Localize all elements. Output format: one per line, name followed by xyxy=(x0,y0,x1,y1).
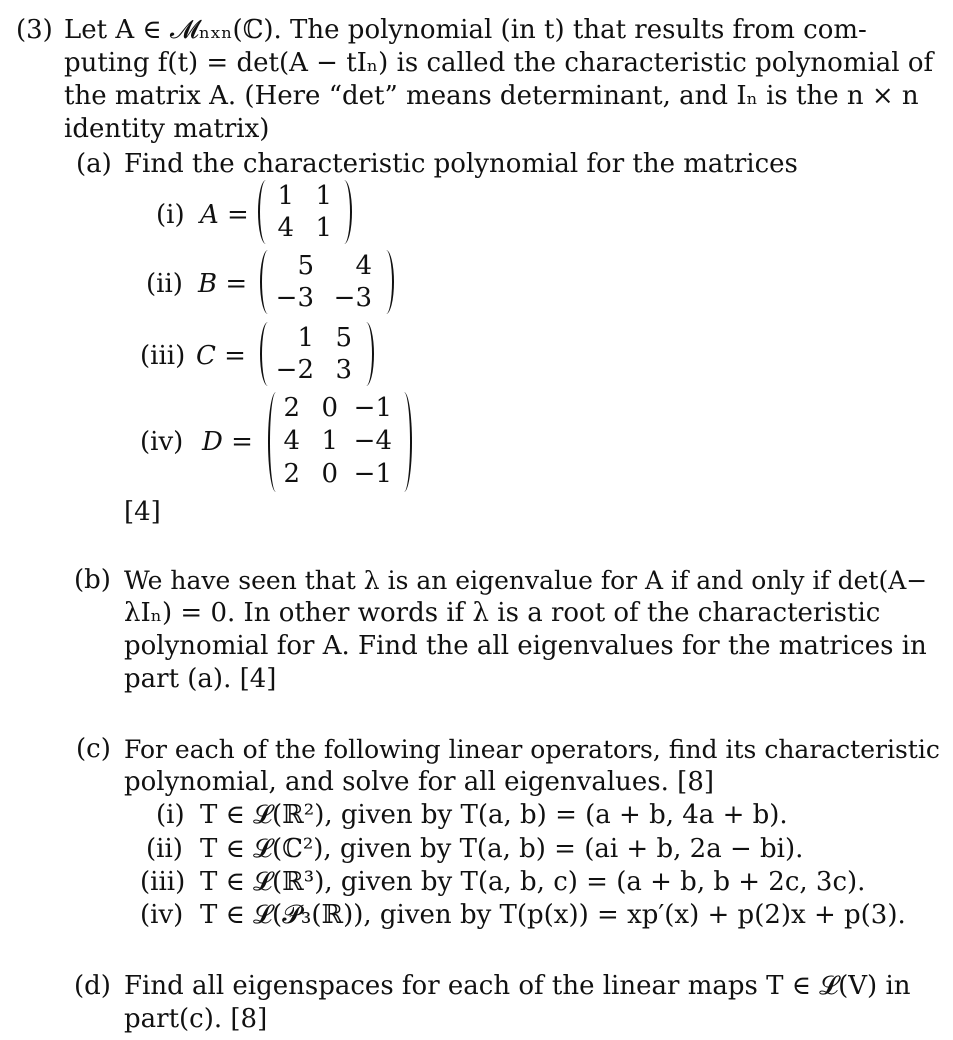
matrix-cell: 4 xyxy=(277,213,294,243)
part-c-line-1: For each of the following linear operators, find its characteristic xyxy=(124,735,940,764)
matrix-cell: 0 xyxy=(321,393,338,423)
right-paren xyxy=(378,250,394,314)
matrix-cell: 2 xyxy=(283,459,300,489)
matrix-cell: 1 xyxy=(297,323,314,353)
part-c-item-iv: T ∈ 𝓛(𝓟₃(ℝ)), given by T(p(x)) = xp′(x) + p(2)x + p(3). xyxy=(200,900,906,930)
matrix-cell: −1 xyxy=(353,459,392,489)
matrix-cell: 5 xyxy=(297,251,314,281)
part-d-line-1: Find all eigenspaces for each of the linear maps T ∈ 𝓛(V) in xyxy=(124,971,911,1001)
matrix-label-i: (i) xyxy=(156,200,185,230)
part-c-line-2: polynomial, and solve for all eigenvalues. [8] xyxy=(124,767,715,797)
matrix-name-c: C = xyxy=(196,341,246,371)
part-a-text: Find the characteristic polynomial for the matrices xyxy=(124,149,798,179)
matrix-cell: 3 xyxy=(335,355,352,385)
matrix-cell: 1 xyxy=(315,213,332,243)
matrix-a xyxy=(258,180,354,244)
intro-line-1: Let A ∈ 𝓜ₙₓₙ(ℂ). The polynomial (in t) that results from com- xyxy=(64,15,867,45)
matrix-cell: −3 xyxy=(275,283,314,313)
matrix-d xyxy=(268,392,418,492)
part-b-line-2: λIₙ) = 0. In other words if λ is a root of the characteristic xyxy=(124,598,881,628)
part-c-item-i: T ∈ 𝓛(ℝ²), given by T(a, b) = (a + b, 4a + b). xyxy=(200,800,788,830)
matrix-cell: −2 xyxy=(275,355,314,385)
problem-number: (3) xyxy=(16,15,53,45)
part-b-line-1: We have seen that λ is an eigenvalue for A if and only if det(A− xyxy=(124,566,928,595)
matrix-cell: −3 xyxy=(333,283,372,313)
matrix-cell: 1 xyxy=(315,181,332,211)
matrix-cell: 5 xyxy=(335,323,352,353)
intro-line-2: puting f(t) = det(A − tIₙ) is called the characteristic polynomial of xyxy=(64,48,934,78)
right-paren xyxy=(396,392,412,492)
matrix-label-iii: (iii) xyxy=(140,341,186,371)
matrix-cell: 0 xyxy=(321,459,338,489)
matrix-cell: 1 xyxy=(321,426,338,456)
part-c-item-label-iii: (iii) xyxy=(140,867,186,897)
matrix-cell: 4 xyxy=(283,426,300,456)
part-c-item-iii: T ∈ 𝓛(ℝ³), given by T(a, b, c) = (a + b, b + 2c, 3c). xyxy=(200,867,866,897)
matrix-cell: −1 xyxy=(353,393,392,423)
part-c-item-label-i: (i) xyxy=(156,800,185,830)
matrix-cell: 4 xyxy=(355,251,372,281)
matrix-name-b: B = xyxy=(198,269,248,299)
part-b-line-4: part (a). [4] xyxy=(124,664,277,694)
part-b-label: (b) xyxy=(74,565,111,595)
matrix-cell: 2 xyxy=(283,393,300,423)
part-c-label: (c) xyxy=(76,734,111,764)
part-c-item-label-iv: (iv) xyxy=(140,900,184,930)
matrix-label-ii: (ii) xyxy=(146,269,183,299)
part-d-line-2: part(c). [8] xyxy=(124,1004,268,1034)
matrix-b xyxy=(260,250,400,314)
part-c-item-ii: T ∈ 𝓛(ℂ²), given by T(a, b) = (ai + b, 2a − bi). xyxy=(200,834,804,864)
matrix-name-d: D = xyxy=(202,427,253,457)
matrix-cell: 1 xyxy=(277,181,294,211)
matrix-name-a: A = xyxy=(200,200,249,230)
matrix-c xyxy=(260,322,380,386)
part-d-label: (d) xyxy=(74,971,111,1001)
part-a-label: (a) xyxy=(76,149,112,179)
intro-line-4: identity matrix) xyxy=(64,114,270,144)
matrix-cell: −4 xyxy=(353,426,392,456)
part-b-line-3: polynomial for A. Find the all eigenvalues for the matrices in xyxy=(124,631,927,661)
part-c-item-label-ii: (ii) xyxy=(146,834,183,864)
matrix-label-iv: (iv) xyxy=(140,427,184,457)
intro-line-3: the matrix A. (Here “det” means determinant, and Iₙ is the n × n xyxy=(64,81,919,111)
right-paren xyxy=(358,322,374,386)
part-a-marks: [4] xyxy=(124,497,161,527)
right-paren xyxy=(336,180,352,244)
